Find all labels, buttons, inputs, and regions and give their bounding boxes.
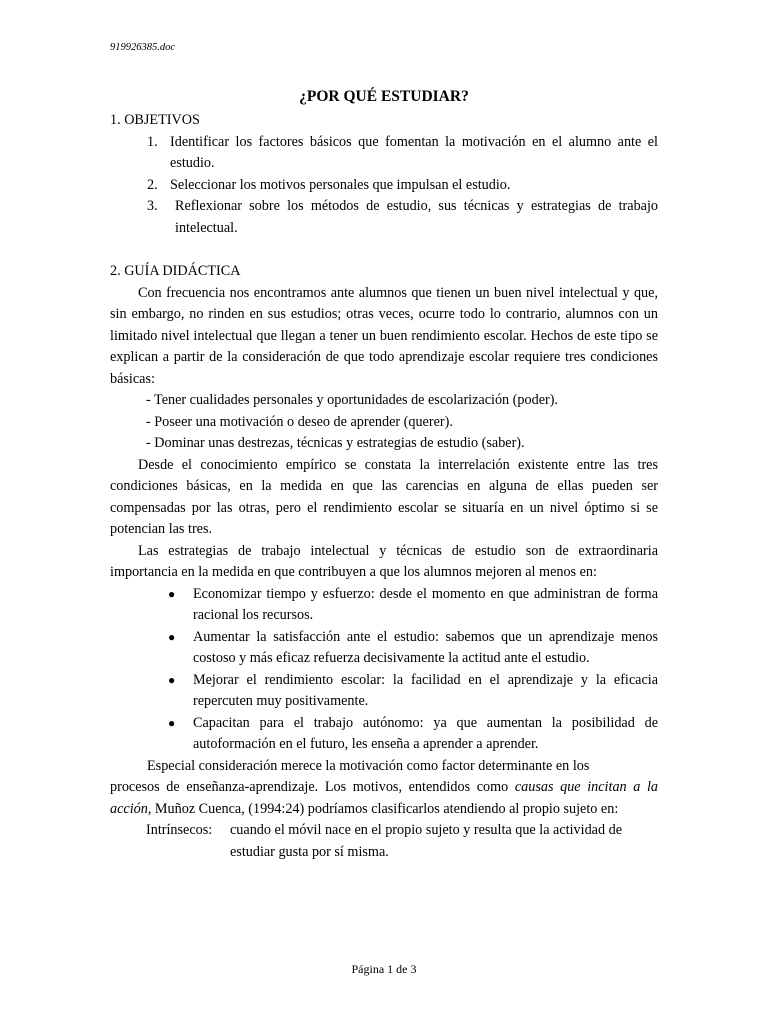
bullet-text: Mejorar el rendimiento escolar: la facilidad en el aprendizaje y la eficacia repercuten muy positivamente. [193, 671, 658, 709]
bullet-icon: ● [168, 629, 176, 644]
list-number: 2. [147, 176, 158, 193]
document-title: ¿POR QUÉ ESTUDIAR? [299, 88, 469, 105]
bullet-item [110, 584, 658, 627]
intrinsecos-definition [110, 820, 658, 863]
document-body [110, 86, 658, 863]
bullet-text: Aumentar la satisfacción ante el estudio: sabemos que un aprendizaje menos costoso y más eficaz refuerza decisivamente la actitud ante el estudio. [193, 628, 658, 666]
list-item [110, 132, 658, 175]
bullet-icon: ● [168, 672, 176, 687]
definition-text [230, 820, 658, 863]
spacer [110, 239, 658, 261]
bullet-item [110, 713, 658, 756]
italic-quote: causas que incitan a la acción, [110, 779, 659, 817]
definition-label: Intrínsecos: [146, 822, 213, 838]
paragraph: Las estrategias de trabajo intelectual y técnicas de estudio son de extraordinaria importancia en la medida en que contribuyen a que los alumnos mejoren al menos en: [110, 542, 658, 580]
list-item [110, 196, 658, 239]
header-filename: 919926385.doc [110, 42, 176, 53]
paragraph [110, 777, 658, 820]
list-text: Reflexionar sobre los métodos de estudio, sus técnicas y estrategias de trabajo intelectual. [175, 198, 658, 236]
bullet-item [110, 627, 658, 670]
bullet-icon: ● [168, 586, 176, 601]
objectives-list [110, 132, 658, 240]
bullet-icon: ● [168, 715, 176, 730]
bullet-text: Economizar tiempo y esfuerzo: desde el momento en que administran de forma racional los recursos. [193, 585, 658, 623]
section-heading-objetivos: 1. OBJETIVOS [110, 112, 200, 128]
definition-line: cuando el móvil nace en el propio sujeto y resulta que la actividad de [230, 822, 622, 838]
section-heading-guia: 2. GUÍA DIDÁCTICA [110, 263, 241, 279]
bullet-text: Capacitan para el trabajo autónomo: ya que aumentan la posibilidad de autoformación en el futuro, les enseña a aprender a aprender. [193, 714, 658, 752]
definition-line: estudiar gusta por sí misma. [230, 843, 389, 860]
list-item [110, 175, 658, 197]
list-text: Identificar los factores básicos que fomentan la motivación en el alumno ante el estudio. [170, 133, 658, 171]
paragraph-text: procesos de enseñanza-aprendizaje. Los motivos, entendidos como [110, 779, 515, 795]
list-number: 3. [147, 198, 158, 214]
dash-item: - Dominar unas destrezas, técnicas y estrategias de estudio (saber). [146, 435, 525, 451]
list-text: Seleccionar los motivos personales que impulsan el estudio. [170, 176, 511, 193]
dash-item: - Tener cualidades personales y oportunidades de escolarización (poder). [146, 392, 558, 408]
paragraph: Desde el conocimiento empírico se constata la interrelación existente entre las tres condiciones básicas, en la medida en que las carencias en alguna de ellas pueden ser compensadas por las otras, pero el rendimiento escolar se situaría en un nivel óptimo si se potencian las tres. [110, 456, 658, 537]
bullet-list [110, 584, 658, 756]
paragraph-line: Especial consideración merece la motivación como factor determinante en los [147, 757, 590, 774]
paragraph: Con frecuencia nos encontramos ante alumnos que tienen un buen nivel intelectual y que, sin embargo, no rinden en sus estudios; otras veces, ocurre todo lo contrario, alumnos con un limitado nivel intelectual que llegan a tener un buen rendimiento escolar. Hechos de este tipo se explican a partir de la consideración de que todo aprendizaje escolar requiere tres condiciones básicas: [110, 284, 658, 387]
list-number: 1. [147, 133, 158, 150]
paragraph-text: Muñoz Cuenca, (1994:24) podríamos clasificarlos atendiendo al propio sujeto en: [151, 800, 619, 817]
dash-item: - Poseer una motivación o deseo de aprender (querer). [146, 413, 453, 430]
page-footer: Página 1 de 3 [351, 962, 417, 976]
bullet-item [110, 670, 658, 713]
